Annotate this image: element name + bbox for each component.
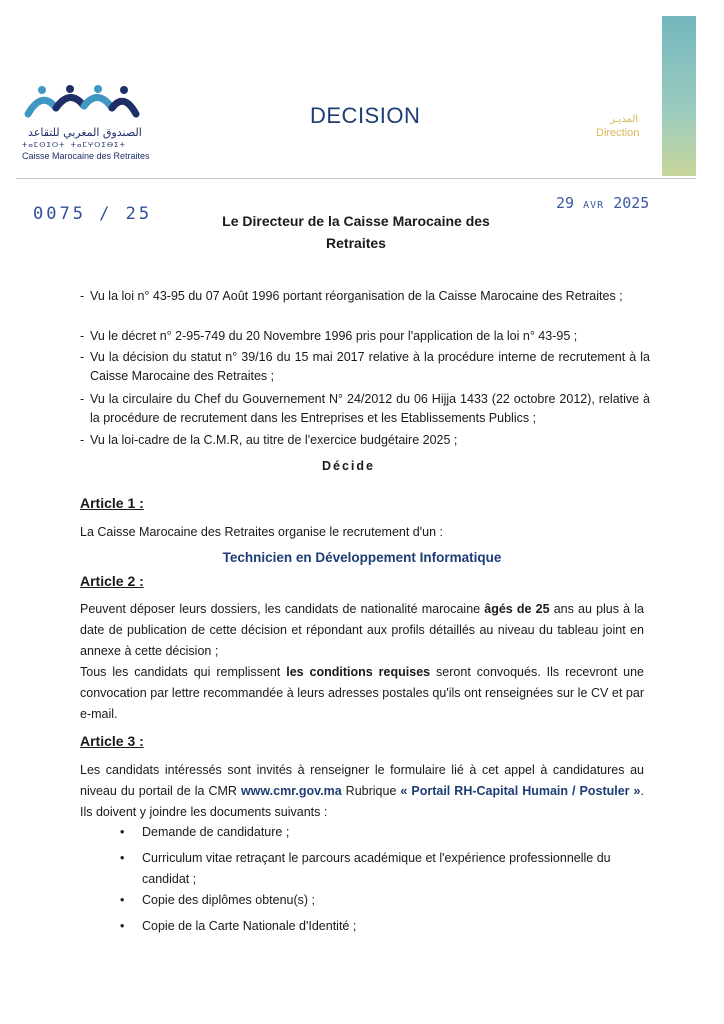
visa-text: Vu la loi n° 43-95 du 07 Août 1996 portant réorganisation de la Caisse Marocaine des Retraites ;: [90, 289, 623, 303]
visa-item: - Vu la décision du statut n° 39/16 du 15 mai 2017 relative à la procédure interne de recrutement à la Caisse Marocaine des Retraites ;: [80, 348, 650, 386]
visa-text: Vu la loi-cadre de la C.M.R, au titre de l'exercice budgétaire 2025 ;: [90, 433, 458, 447]
visa-item: - Vu la loi n° 43-95 du 07 Août 1996 portant réorganisation de la Caisse Marocaine des Retraites ;: [80, 287, 650, 306]
logo-arabic-text: الصندوق المغربي للتقاعد: [28, 126, 142, 139]
logo-tifinagh-text: ⵜⴰⵎⵙⵉⵔⵜ ⵜⴰⵎⵖⵔⵉⴱⵉⵜ: [22, 141, 126, 149]
date-stamp-year: 2025: [613, 194, 650, 212]
bullet-icon: •: [120, 893, 125, 907]
article-1-text: La Caisse Marocaine des Retraites organise le recrutement d'un :: [80, 525, 443, 539]
visa-item: - Vu le décret n° 2-95-749 du 20 Novembre 1996 pris pour l'application de la loi n° 43-95 ;: [80, 327, 650, 346]
article-1-title: Article 1 :: [80, 495, 144, 511]
portal-rh-link[interactable]: « Portail RH-Capital Humain / Postuler »: [400, 784, 641, 798]
list-item: • Copie de la Carte Nationale d'Identité ;: [120, 916, 640, 937]
cmr-logo-mark-icon: [22, 84, 142, 124]
list-item: • Copie des diplômes obtenu(s) ;: [120, 890, 640, 911]
cmr-logo: [22, 84, 142, 129]
article-2-title: Article 2 :: [80, 573, 144, 589]
issuer-heading: Le Directeur de la Caisse Marocaine des Retraites: [222, 213, 490, 251]
visa-item: - Vu la loi-cadre de la C.M.R, au titre de l'exercice budgétaire 2025 ;: [80, 431, 650, 450]
job-title: Technicien en Développement Informatique: [222, 550, 502, 565]
article-2-paragraph-1: Peuvent déposer leurs dossiers, les candidats de nationalité marocaine âgés de 25 ans au plus à la date de publication de cette décision et répondant aux profils détaillés au niveau du tableau joint en annexe à cette décision ;: [80, 602, 644, 658]
article-2-paragraph-2: Tous les candidats qui remplissent les conditions requises seront convoqués. Ils recevront une convocation par lettre recommandée à leurs adresses postales qu'ils ont renseignées sur le CV et par e-mail.: [80, 665, 644, 721]
direction-label-arabic: المديـر: [610, 114, 639, 125]
list-item: • Curriculum vitae retraçant le parcours académique et l'expérience professionnelle du candidat ;: [120, 848, 640, 890]
bullet-icon: •: [120, 825, 125, 839]
direction-label: Direction: [596, 127, 640, 139]
cmr-website-link[interactable]: www.cmr.gov.ma: [240, 784, 342, 798]
article-3-paragraph: Les candidats intéressés sont invités à renseigner le formulaire lié à cet appel à candidatures au niveau du portail de la CMR www.cmr.gov.ma Rubrique « Portail RH-Capital Humain / Postuler ». Ils doivent y joindre les documents suivants :: [80, 763, 644, 819]
decorative-color-band: [662, 16, 696, 176]
header-divider: [16, 178, 696, 179]
list-item: • Demande de candidature ;: [120, 822, 640, 843]
decide-heading: Décide: [322, 459, 375, 473]
visa-text: Vu la décision du statut n° 39/16 du 15 mai 2017 relative à la procédure interne de recrutement à la Caisse Marocaine des Retraites ;: [90, 350, 650, 383]
visa-item: - Vu la circulaire du Chef du Gouvernement N° 24/2012 du 06 Hijja 1433 (22 octobre 2012), relative à la procédure de recrutement dans les Entreprises et les Etablissements Publics ;: [80, 390, 650, 428]
date-stamp-day: 29: [556, 194, 575, 212]
visa-text: Vu la circulaire du Chef du Gouvernement N° 24/2012 du 06 Hijja 1433 (22 octobre 2012), relative à la procédure de recrutement dans les Entreprises et les Etablissements Publics ;: [90, 392, 650, 425]
visa-text: Vu le décret n° 2-95-749 du 20 Novembre 1996 pris pour l'application de la loi n° 43-95 ;: [90, 329, 578, 343]
age-limit: âgés de 25: [484, 602, 550, 616]
logo-french-text: Caisse Marocaine des Retraites: [22, 151, 150, 161]
article-3-title: Article 3 :: [80, 733, 144, 749]
document-title: DECISION: [310, 103, 421, 128]
bullet-icon: •: [120, 919, 125, 933]
decision-number-stamp: 0075 / 25: [33, 204, 153, 224]
date-stamp: [556, 194, 649, 212]
date-stamp-month: AVR: [583, 200, 605, 211]
bullet-icon: •: [120, 851, 125, 865]
conditions-emphasis: les conditions requises: [286, 665, 431, 679]
